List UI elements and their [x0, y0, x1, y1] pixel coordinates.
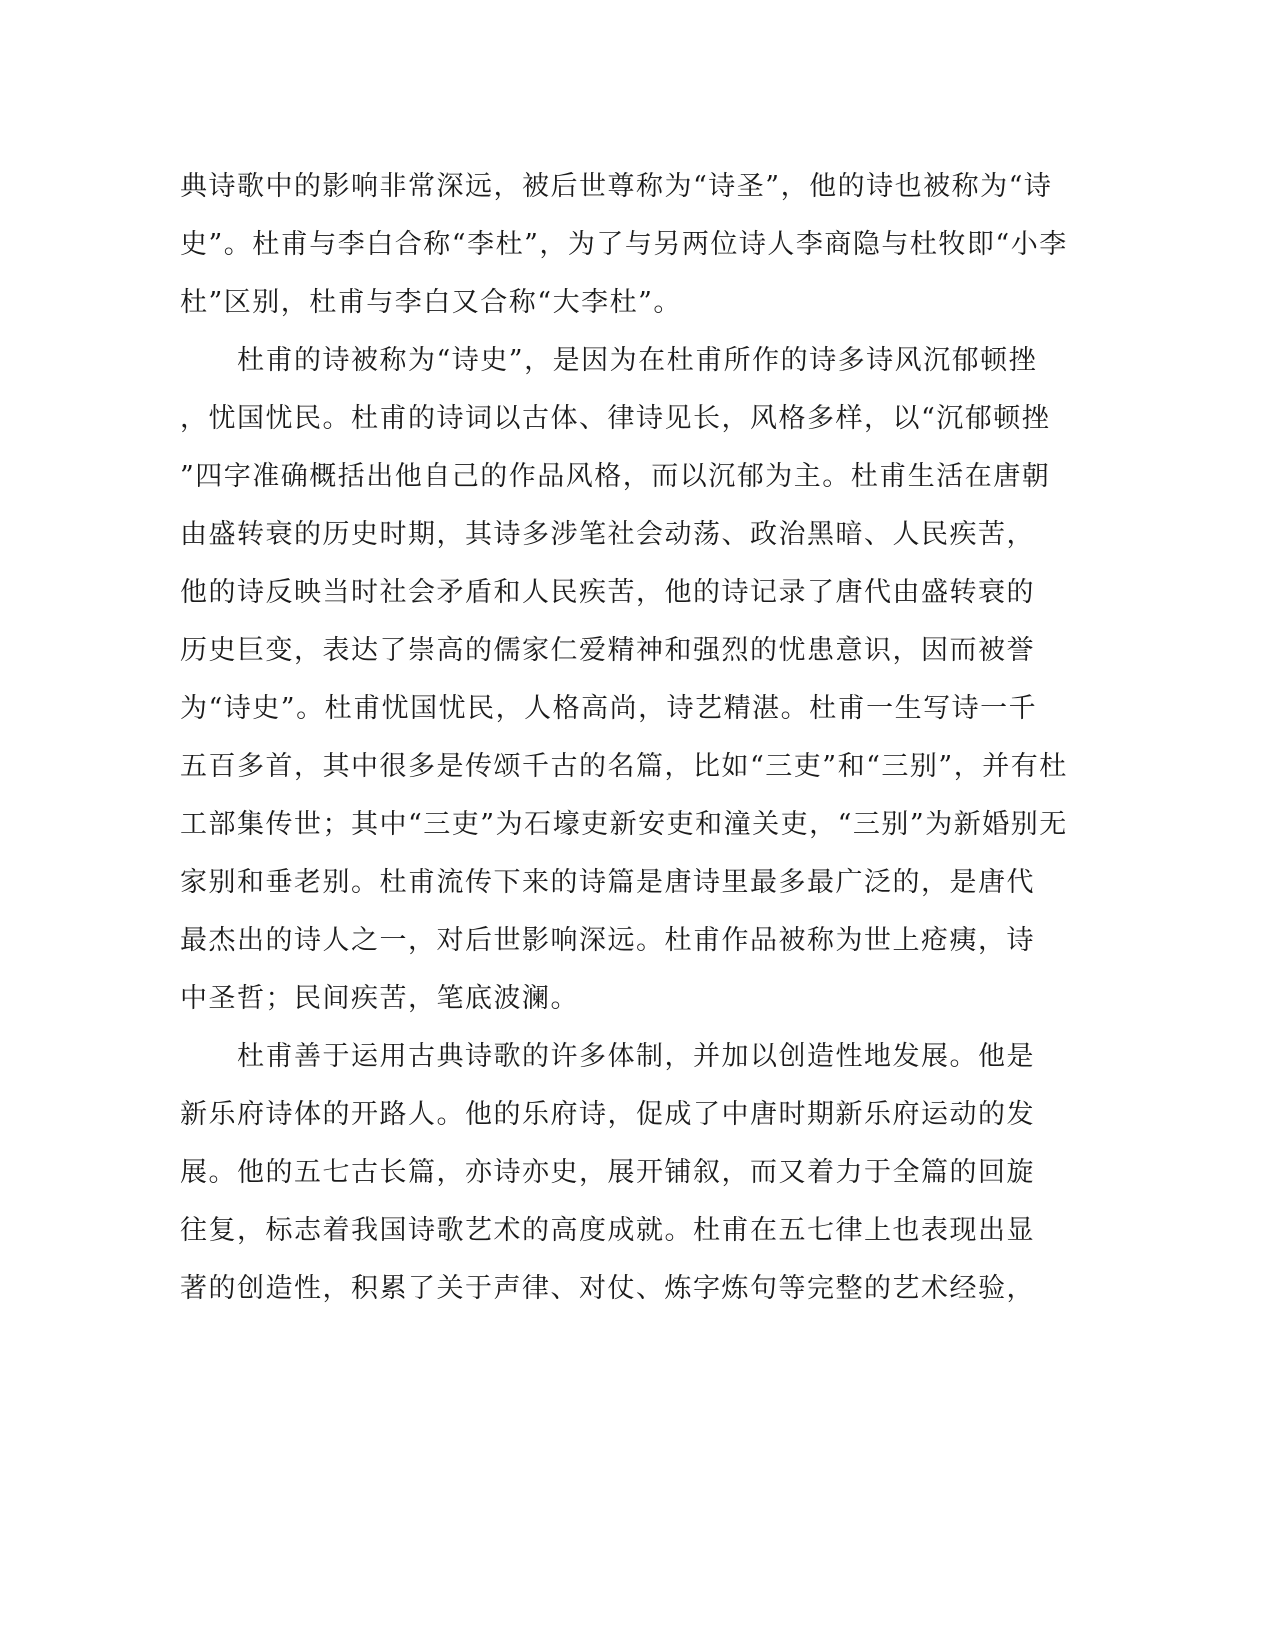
body-text: [180, 158, 1080, 1318]
text-line: 史”。杜甫与李白合称“李杜”，为了与另两位诗人李商隐与杜牧即“小李: [180, 229, 1068, 260]
text-line: 他的诗反映当时社会矛盾和人民疾苦，他的诗记录了唐代由盛转衰的: [180, 577, 1035, 608]
text-line: 典诗歌中的影响非常深远，被后世尊称为“诗圣”，他的诗也被称为“诗: [180, 171, 1053, 202]
text-line: 杜”区别，杜甫与李白又合称“大李杜”。: [180, 287, 682, 318]
text-line: 最杰出的诗人之一，对后世影响深远。杜甫作品被称为世上疮痍，诗: [180, 925, 1035, 956]
text-line: 历史巨变，表达了崇高的儒家仁爱精神和强烈的忧患意识，因而被誉: [180, 635, 1035, 666]
text-line: 往复，标志着我国诗歌艺术的高度成就。杜甫在五七律上也表现出显: [180, 1215, 1035, 1246]
text-line: 家别和垂老别。杜甫流传下来的诗篇是唐诗里最多最广泛的，是唐代: [180, 867, 1035, 898]
text-line: 展。他的五七古长篇，亦诗亦史，展开铺叙，而又着力于全篇的回旋: [180, 1157, 1035, 1188]
text-line: 杜甫的诗被称为“诗史”，是因为在杜甫所作的诗多诗风沉郁顿挫: [180, 345, 1038, 376]
text-line: 中圣哲；民间疾苦，笔底波澜。: [180, 983, 579, 1014]
text-line: 由盛转衰的历史时期，其诗多涉笔社会动荡、政治黑暗、人民疾苦，: [180, 519, 1035, 550]
text-line: 著的创造性，积累了关于声律、对仗、炼字炼句等完整的艺术经验，: [180, 1273, 1035, 1304]
text-line: ，忧国忧民。杜甫的诗词以古体、律诗见长，风格多样，以“沉郁顿挫: [180, 403, 1051, 434]
text-line: ”四字准确概括出他自己的作品风格，而以沉郁为主。杜甫生活在唐朝: [180, 461, 1051, 492]
text-line: 新乐府诗体的开路人。他的乐府诗，促成了中唐时期新乐府运动的发: [180, 1099, 1035, 1130]
text-line: 五百多首，其中很多是传颂千古的名篇，比如“三吏”和“三别”，并有杜: [180, 751, 1068, 782]
text-line: 为“诗史”。杜甫忧国忧民，人格高尚，诗艺精湛。杜甫一生写诗一千: [180, 693, 1038, 724]
text-line: 杜甫善于运用古典诗歌的许多体制，并加以创造性地发展。他是: [180, 1041, 1035, 1072]
text-line: 工部集传世；其中“三吏”为石壕吏新安吏和潼关吏，“三别”为新婚别无: [180, 809, 1068, 840]
